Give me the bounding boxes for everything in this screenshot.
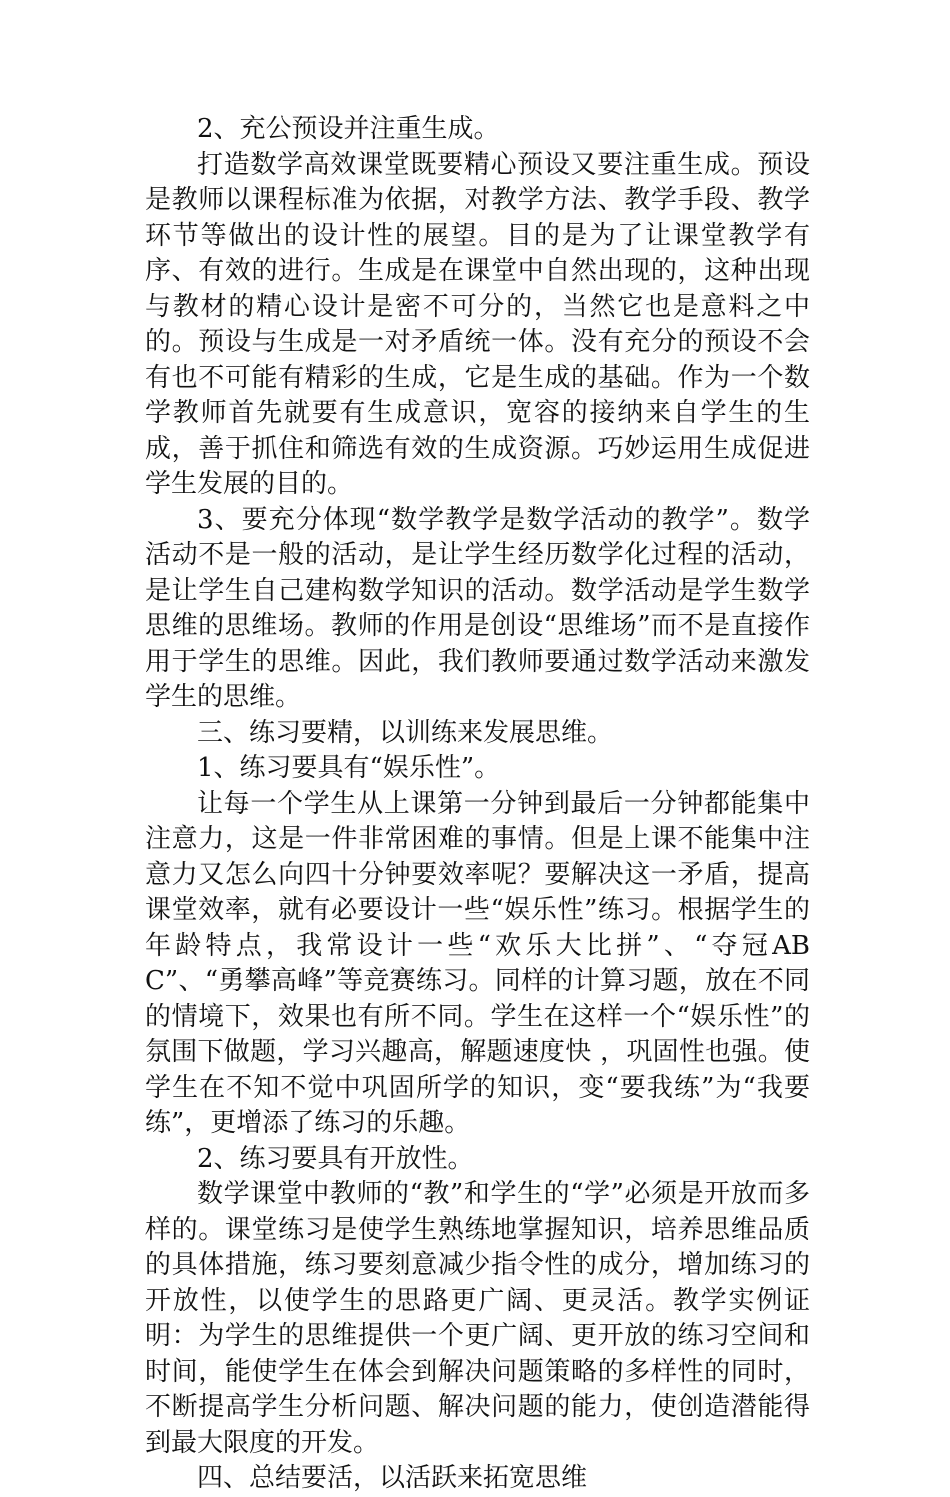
paragraph-heading-1-entertainment: 1、练习要具有“娱乐性”。: [197, 753, 501, 783]
paragraph-entertainment: 让每一个学生从上课第一分钟到最后一分钟都能集中注意力，这是一件非常困难的事情。但是上课不能集中注意力又怎么向四十分钟要效率呢？要解决这一矛盾，提高课堂效率，就有必要设计一些“娱乐性”练习。根据学生的年龄特点，我常设计一些“欢乐大比拼”、“夺冠ABC”、“勇攀高峰”等竞赛练习。同样的计算习题，放在不同的情境下，效果也有所不同。学生在这样一个“娱乐性”的氛围下做题，学习兴趣高，解题速度快 ，巩固性也强。使学生在不知不觉中巩固所学的知识，变“要我练”为“我要练”，更增添了练习的乐趣。: [145, 788, 810, 1138]
section-heading-4: 四、总结要活，以活跃来拓宽思维: [197, 1463, 588, 1493]
paragraph-openness: 数学课堂中教师的“教”和学生的“学”必须是开放而多样的。课堂练习是使学生熟练地掌握知识，培养思维品质的具体措施，练习要刻意减少指令性的成分，增加练习的开放性，以使学生的思路更广阔、更灵活。教学实例证明：为学生的思维提供一个更广阔、更开放的练习空间和时间，能使学生在体会到解决问题策略的多样性的同时，不断提高学生分析问题、解决问题的能力，使创造潜能得到最大限度的开发。: [145, 1179, 810, 1458]
paragraph-preset-generation: 打造数学高效课堂既要精心预设又要注重生成。预设是教师以课程标准为依据，对教学方法、教学手段、教学环节等做出的设计性的展望。目的是为了让课堂教学有序、有效的进行。生成是在课堂中自然出现的，这种出现与教材的精心设计是密不可分的，当然它也是意料之中的。预设与生成是一对矛盾统一体。没有充分的预设不会有也不可能有精彩的生成，它是生成的基础。作为一个数学教师首先就要有生成意识，宽容的接纳来自学生的生成，善于抓住和筛选有效的生成资源。巧妙运用生成促进学生发展的目的。: [145, 149, 810, 499]
paragraph-math-activity: 3、要充分体现“数学教学是数学活动的教学”。数学活动不是一般的活动，是让学生经历数学化过程的活动，是让学生自己建构数学知识的活动。数学活动是学生数学思维的思维场。教师的作用是创设“思维场”而不是直接作用于学生的思维。因此，我们教师要通过数学活动来激发学生的思维。: [145, 504, 810, 712]
paragraph-heading-2-openness: 2、练习要具有开放性。: [197, 1143, 474, 1174]
document-page: [145, 112, 810, 1497]
section-heading-3: 三、练习要精，以训练来发展思维。: [197, 717, 614, 748]
paragraph-heading-2: 2、充公预设并注重生成。: [197, 114, 500, 144]
